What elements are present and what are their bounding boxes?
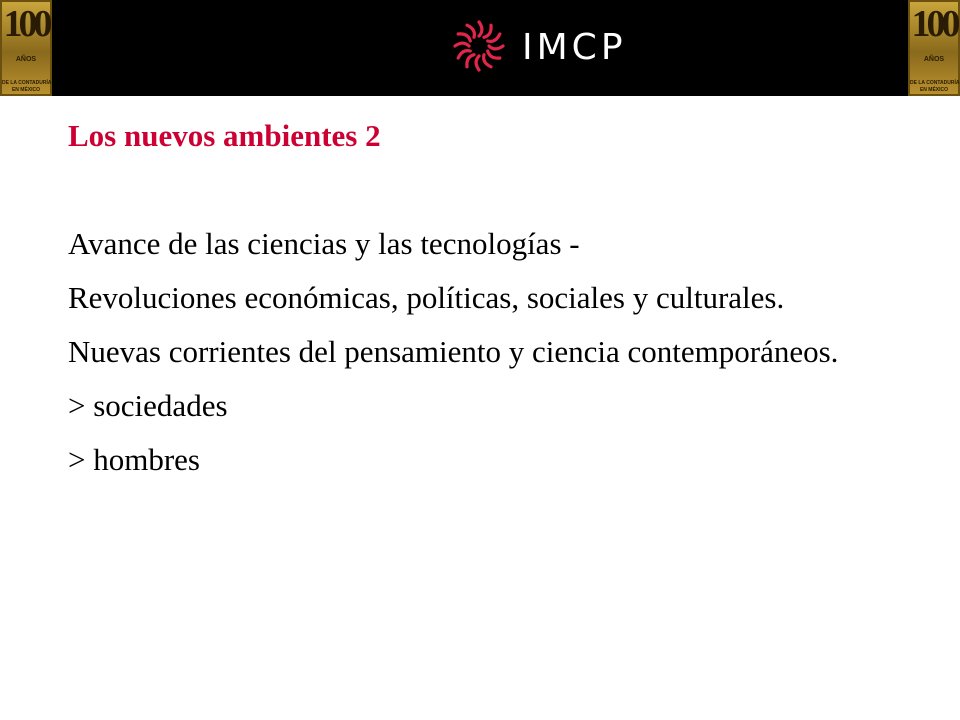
paragraph: > sociedades — [68, 388, 228, 423]
logo-ray — [455, 43, 469, 46]
imcp-sun-logo-icon — [450, 17, 508, 75]
paragraph: Nuevas corrientes del pensamiento y ciencia contemporáneos. — [68, 334, 839, 369]
badge-line1: AÑOS — [923, 56, 945, 63]
logo-ray — [479, 22, 482, 36]
slide-title: Los nuevos ambientes 2 — [68, 118, 381, 153]
header-banner — [0, 0, 960, 96]
badge-line1: AÑOS — [15, 56, 37, 63]
logo-ray — [458, 34, 470, 41]
centenary-badge-right — [908, 0, 960, 96]
logo-ray — [484, 25, 491, 37]
badge-number: 100 — [911, 3, 957, 45]
badge-line2: DE LA CONTADURÍA — [2, 80, 52, 86]
badge-line3: EN MÉXICO — [11, 87, 41, 93]
slide-body — [68, 226, 892, 496]
paragraph: Revoluciones económicas, políticas, sociales y culturales. — [68, 280, 785, 315]
centenary-badge-left — [0, 0, 52, 96]
logo-ray — [488, 51, 500, 58]
logo-ray — [489, 46, 503, 49]
paragraph: Avance de las ciencias y las tecnologías - — [68, 226, 580, 261]
logo-ray — [476, 56, 479, 70]
brand-name: IMCP — [522, 27, 627, 68]
paragraph: > hombres — [68, 442, 200, 477]
badge-number: 100 — [3, 3, 49, 45]
badge-line3: EN MÉXICO — [919, 87, 949, 93]
logo-ray — [467, 55, 474, 67]
badge-line2: DE LA CONTADURÍA — [910, 80, 960, 86]
